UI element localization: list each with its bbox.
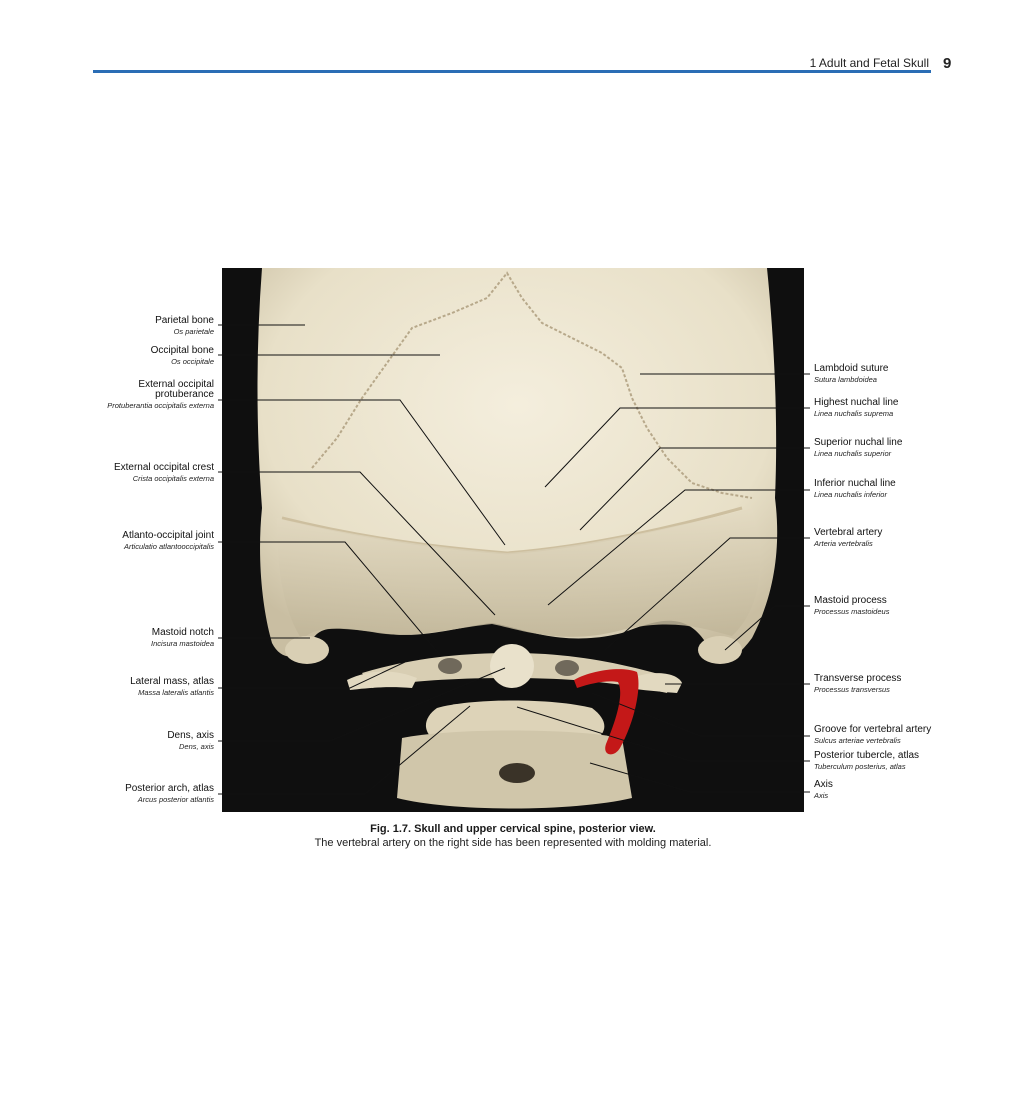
label-external-occipital-crest: External occipital crest Crista occipitalis externa — [113, 462, 214, 483]
figure-caption — [222, 822, 804, 850]
page-number: 9 — [943, 55, 952, 72]
axis-canal — [499, 763, 535, 783]
label-axis: Axis Axis — [814, 779, 833, 800]
label-highest-nuchal-line: Highest nuchal line Linea nuchalis suprema — [814, 397, 899, 418]
header-rule — [93, 70, 931, 73]
joint-shadow-right — [555, 660, 579, 676]
label-inferior-nuchal-line: Inferior nuchal line Linea nuchalis inferior — [814, 478, 896, 499]
label-mastoid-notch: Mastoid notch Incisura mastoidea — [151, 627, 214, 648]
label-transverse-process: Transverse process Processus transversus — [814, 673, 902, 694]
label-lateral-mass-atlas: Lateral mass, atlas Massa lateralis atlantis — [130, 676, 214, 697]
label-superior-nuchal-line: Superior nuchal line Linea nuchalis superior — [814, 437, 903, 458]
label-dens-axis: Dens, axis Dens, axis — [167, 730, 214, 751]
label-groove-vertebral-artery: Groove for vertebral artery Sulcus arteriae vertebralis — [814, 724, 932, 745]
label-vertebral-artery: Vertebral artery Arteria vertebralis — [814, 527, 883, 548]
label-posterior-arch-atlas: Posterior arch, atlas Arcus posterior atlantis — [125, 783, 214, 804]
label-occipital-bone: Occipital bone Os occipitale — [150, 345, 214, 366]
mastoid-left — [285, 636, 329, 664]
figure-title: Fig. 1.7. Skull and upper cervical spine, posterior view. — [370, 823, 656, 835]
running-head: 1 Adult and Fetal Skull — [809, 56, 929, 70]
skull-photograph — [222, 268, 804, 812]
joint-shadow-left — [438, 658, 462, 674]
label-posterior-tubercle-atlas: Posterior tubercle, atlas Tuberculum posterius, atlas — [814, 750, 920, 771]
label-mastoid-process: Mastoid process Processus mastoideus — [814, 595, 890, 616]
dens — [490, 644, 534, 688]
mastoid-right — [698, 636, 742, 664]
label-parietal-bone: Parietal bone Os parietale — [155, 315, 214, 336]
label-lambdoid-suture: Lambdoid suture Sutura lambdoidea — [814, 363, 889, 384]
label-atlanto-occipital-joint: Atlanto-occipital joint Articulatio atlantooccipitalis — [122, 530, 214, 551]
label-external-occipital-protuberance: External occipital protuberance Protuberantia occipitalis externa — [107, 379, 214, 410]
figure-description: The vertebral artery on the right side has been represented with molding material. — [314, 837, 712, 849]
